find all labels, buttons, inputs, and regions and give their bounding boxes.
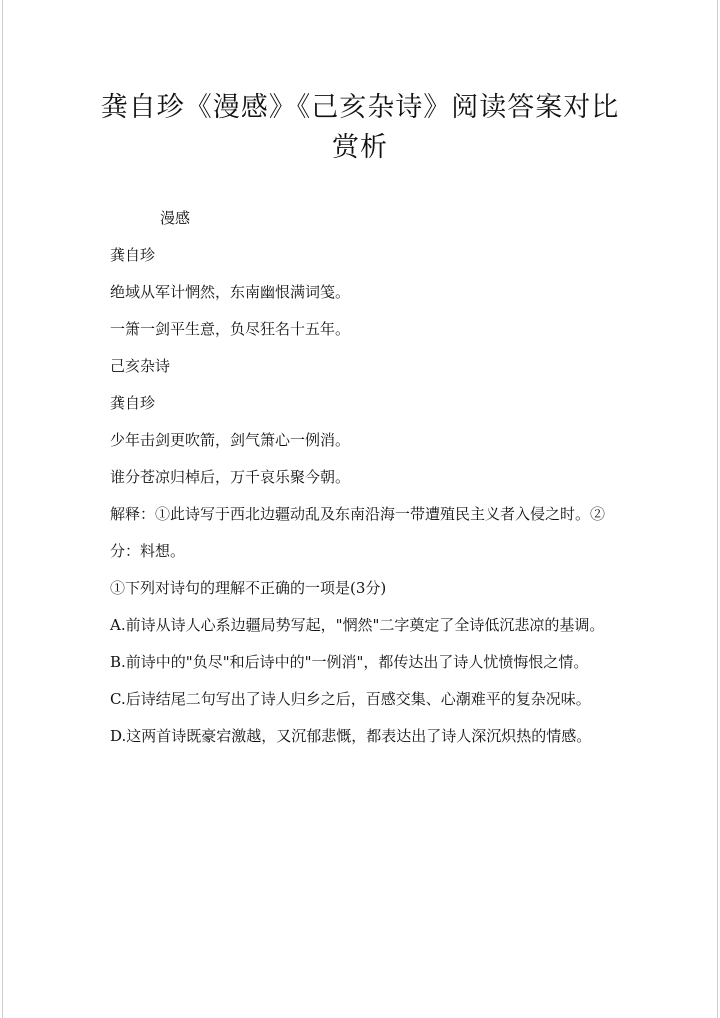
- poem2-line-1: 少年击剑更吹箭，剑气箫心一例消。: [110, 431, 351, 449]
- option-c: C.后诗结尾二句写出了诗人归乡之后，百感交集、心潮难平的复杂况味。: [110, 690, 591, 708]
- article-body: [110, 200, 616, 755]
- page-title: [60, 88, 660, 168]
- poem1-title: 漫感: [160, 209, 191, 227]
- poem1-line-2: 一箫一剑平生意，负尽狂名十五年。: [110, 320, 351, 338]
- option-a: A.前诗从诗人心系边疆局势写起，"惘然"二字奠定了全诗低沉悲凉的基调。: [110, 616, 605, 634]
- poem1-author: 龚自珍: [110, 246, 156, 264]
- page-edge-right: [717, 0, 718, 1018]
- annotation: 解释：①此诗写于西北边疆动乱及东南沿海一带遭殖民主义者入侵之时。②分：料想。: [110, 505, 606, 560]
- question: ①下列对诗句的理解不正确的一项是(3分): [110, 579, 387, 597]
- title-line-2: 赏析: [332, 132, 388, 163]
- poem1-line-1: 绝域从军计惘然，东南幽恨满词笺。: [110, 283, 351, 301]
- page-edge-left: [2, 0, 3, 1018]
- option-b: B.前诗中的"负尽"和后诗中的"一例消"，都传达出了诗人忧愤悔恨之情。: [110, 653, 589, 671]
- title-line-1: 龚自珍《漫感》《己亥杂诗》阅读答案对比: [100, 92, 620, 123]
- poem2-title: 己亥杂诗: [110, 357, 171, 375]
- poem2-author: 龚自珍: [110, 394, 156, 412]
- option-d: D.这两首诗既豪宕激越，又沉郁悲慨，都表达出了诗人深沉炽热的情感。: [110, 727, 592, 745]
- poem2-line-2: 谁分苍凉归棹后，万千哀乐聚今朝。: [110, 468, 351, 486]
